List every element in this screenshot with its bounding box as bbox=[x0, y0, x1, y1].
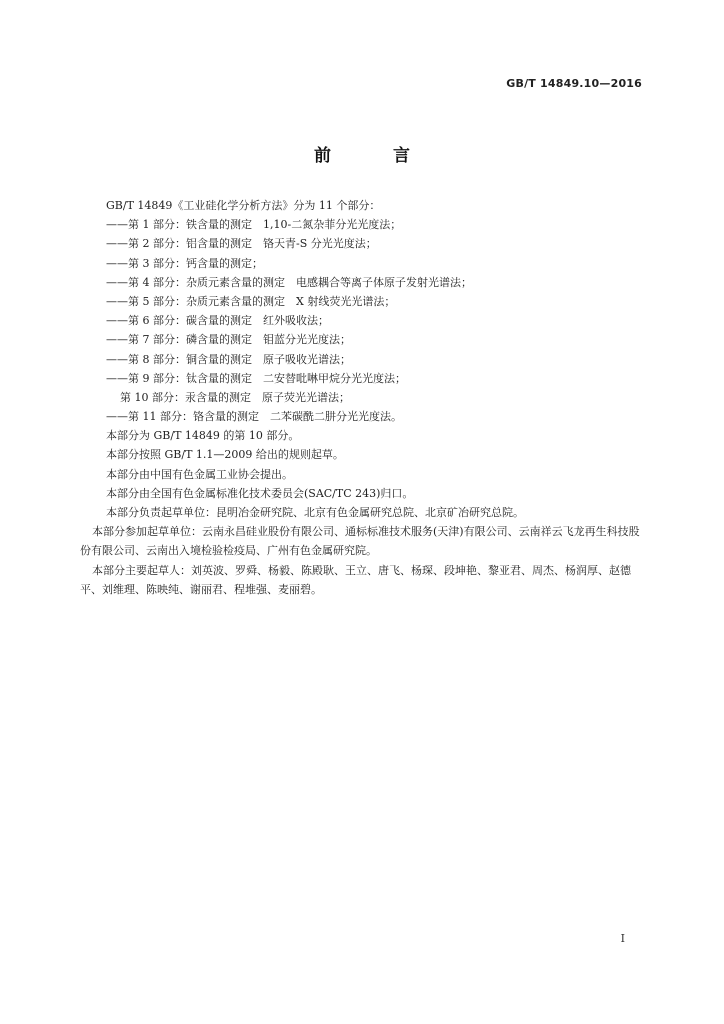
foreword-body bbox=[80, 196, 642, 599]
part-item-6: ——第 6 部分：碳含量的测定 红外吸收法； bbox=[106, 314, 329, 328]
part-item-8: ——第 8 部分：铜含量的测定 原子吸收光谱法； bbox=[106, 352, 351, 366]
page-title: 前 言 bbox=[314, 146, 438, 166]
part-item-3: ——第 3 部分：钙含量的测定； bbox=[106, 256, 263, 270]
statement-part-number: 本部分为 GB/T 14849 的第 10 部分。 bbox=[106, 429, 300, 443]
part-item-2: ——第 2 部分：铝含量的测定 铬天青-S 分光光度法； bbox=[106, 237, 377, 251]
standard-number: GB/T 14849.10—2016 bbox=[506, 77, 642, 90]
statement-drafting-rules: 本部分按照 GB/T 1.1—2009 给出的规则起草。 bbox=[106, 448, 344, 462]
statement-participating-drafters: 本部分参加起草单位：云南永昌硅业股份有限公司、通标标准技术服务(天津)有限公司、云南祥云飞龙再生科技股份有限公司、云南出入境检验检疫局、广州有色金属研究院。 bbox=[80, 525, 640, 558]
intro-paragraph: GB/T 14849《工业硅化学分析方法》分为 11 个部分： bbox=[106, 199, 381, 212]
statement-main-drafters: 本部分主要起草人：刘英波、罗舜、杨毅、陈殿耿、王立、唐飞、杨琛、段坤艳、黎亚君、周杰、杨润厚、赵德平、刘维理、陈映纯、谢丽君、程堆强、麦丽碧。 bbox=[80, 563, 631, 596]
statement-lead-drafters: 本部分负责起草单位：昆明冶金研究院、北京有色金属研究总院、北京矿冶研究总院。 bbox=[106, 506, 524, 519]
part-item-5: ——第 5 部分：杂质元素含量的测定 X 射线荧光光谱法； bbox=[106, 294, 396, 308]
part-item-11: ——第 11 部分：铬含量的测定 二苯碳酰二肼分光光度法。 bbox=[106, 410, 402, 424]
part-item-7: ——第 7 部分：磷含量的测定 钼蓝分光光度法； bbox=[106, 333, 351, 347]
part-item-9: ——第 9 部分：钛含量的测定 二安替吡啉甲烷分光光度法； bbox=[106, 371, 406, 385]
part-item-10: 第 10 部分：汞含量的测定 原子荧光光谱法； bbox=[120, 390, 350, 404]
statement-proposer: 本部分由中国有色金属工业协会提出。 bbox=[106, 467, 293, 481]
page-number: I bbox=[620, 932, 625, 945]
part-item-1: ——第 1 部分：铁含量的测定 1,10-二氮杂菲分光光度法； bbox=[106, 218, 402, 232]
statement-committee: 本部分由全国有色金属标准化技术委员会(SAC/TC 243)归口。 bbox=[106, 486, 414, 500]
part-item-4: ——第 4 部分：杂质元素含量的测定 电感耦合等离子体原子发射光谱法； bbox=[106, 275, 472, 289]
